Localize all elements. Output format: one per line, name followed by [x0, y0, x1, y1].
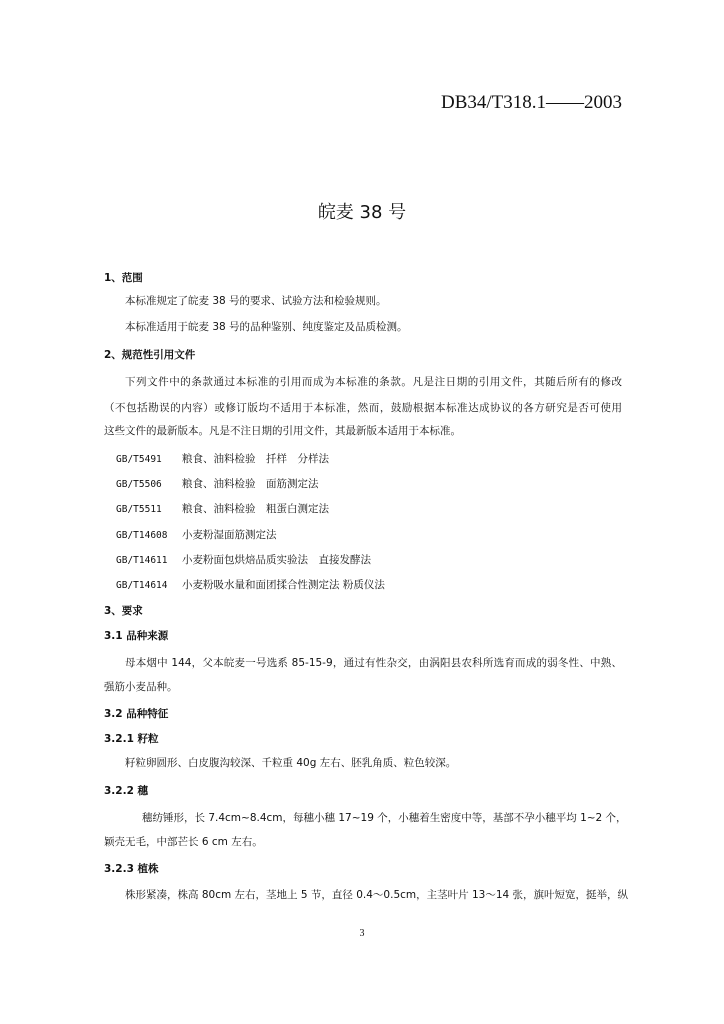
reference-code: GB/T14611: [116, 555, 168, 566]
reference-row: [116, 451, 329, 466]
reference-row: [116, 577, 385, 592]
section-3-heading: 3、要求: [104, 605, 143, 617]
section-3-2-heading: 3.2 品种特征: [104, 708, 169, 720]
reference-title: 小麦粉湿面筋测定法: [182, 529, 277, 541]
section-1-para-2: 本标准适用于皖麦 38 号的品种鉴别、纯度鉴定及品质检测。: [125, 321, 408, 333]
reference-code: GB/T14614: [116, 580, 168, 591]
section-2-line-2: （不包括勘误的内容）或修订版均不适用于本标准，然而，鼓励根据本标准达成协议的各方研究是否可使用: [104, 402, 622, 414]
reference-row: [116, 552, 371, 567]
section-3-1-line-1: 母本烟中 144，父本皖麦一号选系 85-15-9，通过有性杂交，由涡阳县农科所选育而成的弱冬性、中熟、: [125, 657, 622, 669]
reference-code: GB/T5511: [116, 504, 162, 515]
reference-title: 小麦粉吸水量和面团揉合性测定法 粉质仪法: [182, 579, 385, 591]
section-2-line-3: 这些文件的最新版本。凡是不注日期的引用文件，其最新版本适用于本标准。: [104, 425, 461, 437]
reference-row: [116, 501, 329, 516]
document-code: DB34/T318.1——2003: [440, 92, 622, 113]
section-1-para-1: 本标准规定了皖麦 38 号的要求、试验方法和检验规则。: [125, 295, 387, 307]
section-3-2-2-line-2: 颖壳无毛，中部芒长 6 cm 左右。: [104, 836, 263, 848]
section-3-1-line-2: 强筋小麦品种。: [104, 681, 178, 693]
section-2-line-1: 下列文件中的条款通过本标准的引用而成为本标准的条款。凡是注日期的引用文件，其随后所有的修改: [125, 376, 622, 388]
reference-title: 粮食、油料检验 面筋测定法: [182, 478, 319, 490]
reference-row: [116, 527, 277, 542]
section-3-2-1-para: 籽粒卵圆形、白皮腹沟较深、千粒重 40g 左右、胚乳角质、粒色较深。: [125, 757, 457, 769]
section-2-heading: 2、规范性引用文件: [104, 349, 196, 361]
document-title: 皖麦 38 号: [317, 202, 407, 223]
section-3-2-2-line-1: 穗纺锤形，长 7.4cm~8.4cm，每穗小穗 17~19 个，小穗着生密度中等，基部不孕小穗平均 1~2 个，: [142, 812, 627, 824]
reference-title: 粮食、油料检验 扦样 分样法: [182, 453, 329, 465]
reference-title: 小麦粉面包烘焙品质实验法 直接发酵法: [182, 554, 371, 566]
section-3-2-3-heading: 3.2.3 植株: [104, 863, 159, 875]
reference-code: GB/T5506: [116, 479, 162, 490]
page-number: 3: [359, 928, 365, 939]
reference-code: GB/T5491: [116, 454, 162, 465]
reference-row: [116, 476, 319, 491]
section-3-2-2-heading: 3.2.2 穗: [104, 785, 149, 797]
section-3-2-1-heading: 3.2.1 籽粒: [104, 733, 159, 745]
section-1-heading: 1、范围: [104, 272, 143, 284]
reference-code: GB/T14608: [116, 530, 168, 541]
section-3-1-heading: 3.1 品种来源: [104, 630, 169, 642]
reference-title: 粮食、油料检验 粗蛋白测定法: [182, 503, 329, 515]
section-3-2-3-line-1: 株形紧凑，株高 80cm 左右，茎地上 5 节，直径 0.4～0.5cm，主茎叶片 13～14 张，旗叶短宽，挺举，纵: [125, 889, 629, 901]
